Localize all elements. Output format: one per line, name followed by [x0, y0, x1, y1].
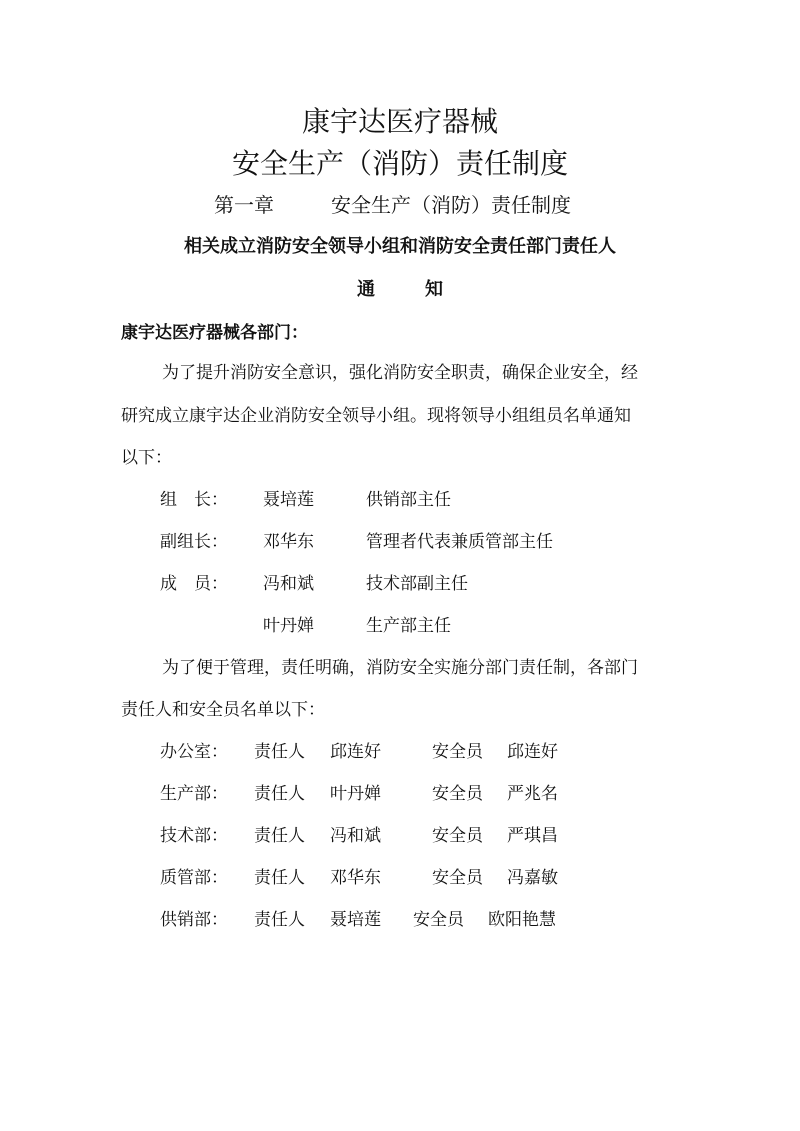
safety-officer-name: 冯嘉敏 [507, 868, 558, 888]
responsible-label: 责任人 [254, 784, 305, 804]
safety-officer-name: 严兆名 [507, 784, 558, 804]
department-name: 生产部： [160, 784, 228, 804]
safety-officer-name: 欧阳艳慧 [488, 910, 556, 930]
responsible-name: 叶丹婵 [330, 784, 381, 804]
notice-char-1: 通 [357, 279, 375, 300]
department-name: 办公室： [160, 742, 228, 762]
safety-officer-label: 安全员 [432, 868, 483, 888]
notice-char-2: 知 [425, 279, 443, 300]
chapter-number: 第一章 [214, 193, 274, 217]
safety-officer-name: 严琪昌 [507, 826, 558, 846]
paragraph-1-line-1: 为了提升消防安全意识，强化消防安全职责，确保企业安全，经 [162, 363, 638, 383]
member-position: 技术部副主任 [366, 574, 468, 594]
greeting: 康宇达医疗器械各部门： [121, 323, 308, 343]
department-name: 供销部： [160, 910, 228, 930]
responsible-name: 邱连好 [330, 742, 381, 762]
system-title: 安全生产（消防）责任制度 [231, 147, 568, 180]
member-role: 组 长： [160, 490, 228, 510]
company-title: 康宇达医疗器械 [301, 105, 498, 138]
responsible-label: 责任人 [254, 742, 305, 762]
responsible-label: 责任人 [254, 826, 305, 846]
member-position: 供销部主任 [366, 490, 451, 510]
member-name: 邓华东 [263, 532, 314, 552]
safety-officer-name: 邱连好 [507, 742, 558, 762]
department-name: 技术部： [160, 826, 228, 846]
responsible-label: 责任人 [254, 910, 305, 930]
member-role: 成 员： [160, 574, 228, 594]
member-position: 管理者代表兼质管部主任 [366, 532, 553, 552]
paragraph-1-line-2: 研究成立康宇达企业消防安全领导小组。现将领导小组组员名单通知 [121, 406, 631, 426]
paragraph-2-line-2: 责任人和安全员名单以下： [121, 700, 325, 720]
paragraph-1-line-3: 以下： [121, 448, 172, 468]
safety-officer-label: 安全员 [432, 742, 483, 762]
member-role: 副组长： [160, 532, 228, 552]
safety-officer-label: 安全员 [413, 910, 464, 930]
member-name: 聂培莲 [263, 490, 314, 510]
member-position: 生产部主任 [366, 616, 451, 636]
safety-officer-label: 安全员 [432, 826, 483, 846]
chapter-title: 安全生产（消防）责任制度 [331, 193, 571, 217]
member-name: 叶丹婵 [263, 616, 314, 636]
responsible-label: 责任人 [254, 868, 305, 888]
member-name: 冯和斌 [263, 574, 314, 594]
responsible-name: 邓华东 [330, 868, 381, 888]
subject-heading: 相关成立消防安全领导小组和消防安全责任部门责任人 [184, 236, 616, 257]
safety-officer-label: 安全员 [432, 784, 483, 804]
department-name: 质管部： [160, 868, 228, 888]
paragraph-2-line-1: 为了便于管理，责任明确，消防安全实施分部门责任制，各部门 [162, 658, 638, 678]
responsible-name: 聂培莲 [330, 910, 381, 930]
responsible-name: 冯和斌 [330, 826, 381, 846]
